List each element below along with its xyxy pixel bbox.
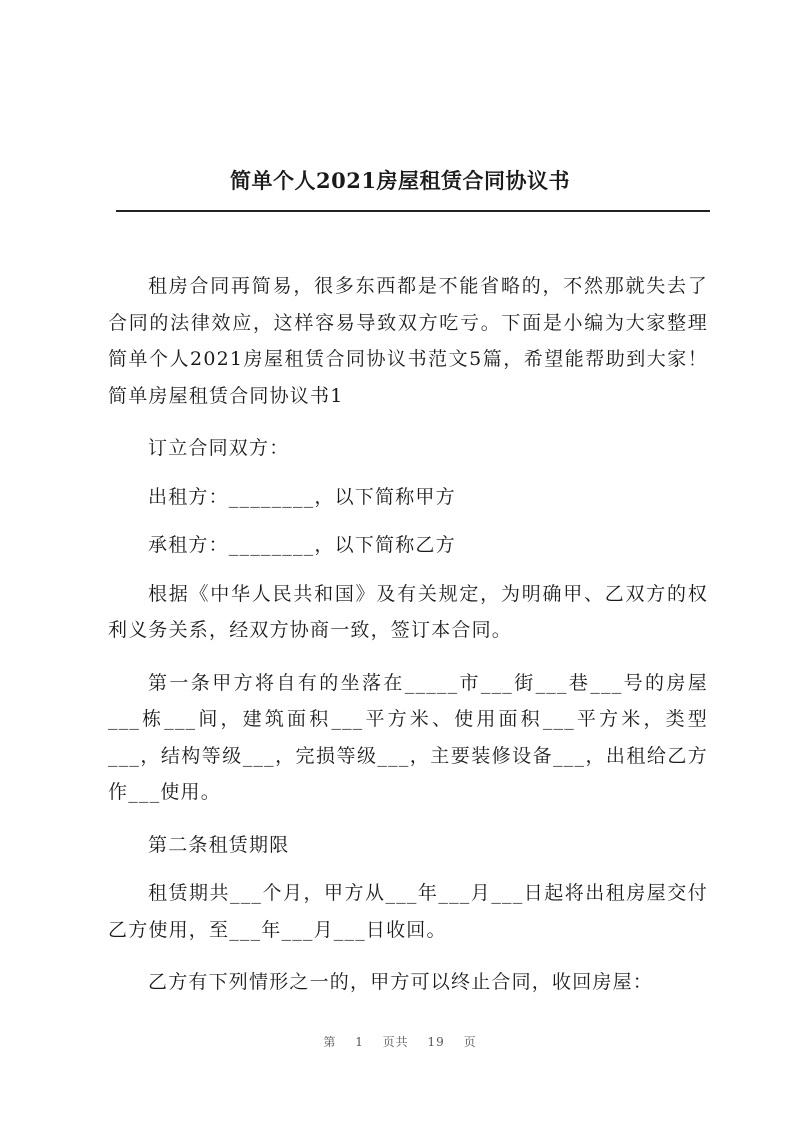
- paragraph-article-1: 第一条甲方将自有的坐落在_____市___街___巷___号的房屋___栋___间，建筑面积___平方米、使用面积___平方米，类型___，结构等级___，完损等级___，主要装修设备___，出租给乙方作___使用。: [108, 671, 708, 803]
- paragraph-lessee: 承租方：________，以下简称乙方: [148, 534, 456, 556]
- page-title: 简单个人2021房屋租赁合同协议书: [230, 168, 570, 193]
- paragraph-termination: 乙方有下列情形之一的，甲方可以终止合同，收回房屋：: [148, 971, 654, 993]
- paragraph-intro: 租房合同再简易，很多东西都是不能省略的，不然那就失去了合同的法律效应，这样容易导致双方吃亏。下面是小编为大家整理简单个人2021房屋租赁合同协议书范文5篇，希望能帮助到大家！简单房屋租赁合同协议书1: [108, 275, 708, 407]
- paragraph-basis: 根据《中华人民共和国》及有关规定，为明确甲、乙双方的权利义务关系，经双方协商一致，签订本合同。: [108, 582, 708, 641]
- footer-current-page: 1: [355, 1035, 364, 1049]
- paragraph-lease-term: 租赁期共___个月，甲方从___年___月___日起将出租房屋交付乙方使用，至___年___月___日收回。: [108, 882, 708, 941]
- footer-middle: 页共: [382, 1035, 409, 1049]
- paragraph-article-2-heading: 第二条租赁期限: [148, 833, 290, 856]
- paragraph-lessor: 出租方：________，以下简称甲方: [148, 485, 456, 508]
- footer-total-pages: 19: [427, 1035, 445, 1049]
- page-footer: [0, 1033, 800, 1050]
- document-body: [108, 268, 708, 1017]
- title-divider: [116, 210, 710, 212]
- footer-suffix: 页: [463, 1035, 477, 1049]
- paragraph-parties-heading: 订立合同双方：: [148, 437, 290, 459]
- footer-prefix: 第: [323, 1035, 337, 1049]
